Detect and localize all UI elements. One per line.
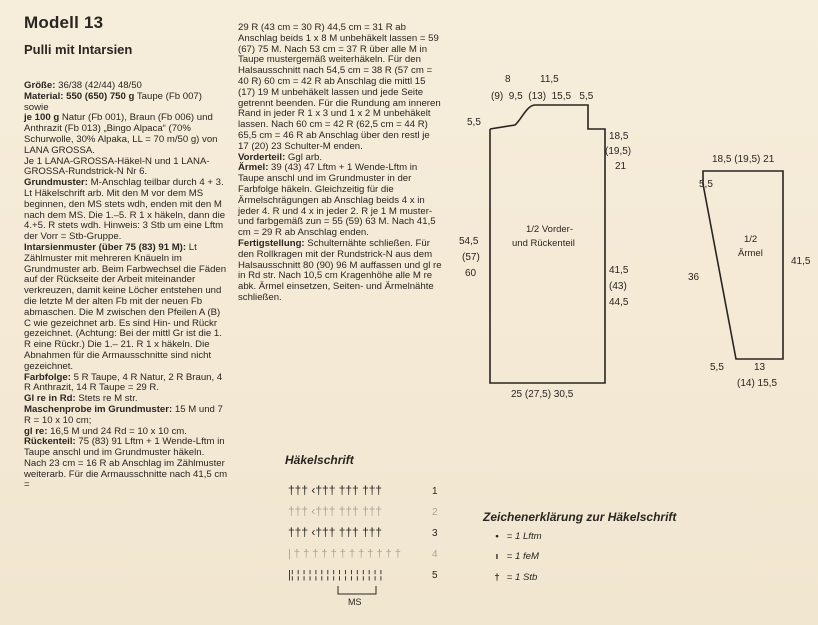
instruction-paragraph	[24, 92, 228, 114]
legend-item-text: = 1 Stb	[506, 572, 538, 583]
paragraph-text: Natur (Fb 001), Braun (Fb 006) und Anthrazit (Fb 013) „Bingo Alpaca“ (70% Schurwolle, 30% Alpaka, LL = 70 m/50 g) von LANA GROSSA.	[24, 112, 218, 156]
paragraph-text: Taupe (Fb 007) sowie	[24, 90, 202, 113]
legend-item-text: = 1 Lftm	[506, 531, 542, 542]
dim-top-a: 8	[505, 74, 511, 85]
page-subtitle: Pulli mit Intarsien	[24, 42, 133, 57]
dim-left-h3: 60	[465, 268, 477, 279]
instruction-paragraph	[24, 113, 228, 156]
paragraph-heading: je 100 g	[24, 112, 60, 124]
paragraph-text: 15 M und 7 R = 10 x 10 cm;	[24, 403, 223, 426]
dim-right-185: 18,5	[609, 131, 629, 142]
paragraph-text: 75 (83) 91 Lftm + 1 Wende-Lftm in Taupe anschl und im Grundmuster häkeln. Nach 23 cm = 16 R ab Anschlag im Zählmuster weiterarb. Für die Armausschnitte nach 41,5 cm =	[24, 436, 228, 491]
paragraph-heading: Fertigstellung:	[238, 237, 305, 249]
paragraph-text: 5 R Taupe, 4 R Natur, 2 R Braun, 4 R Anthrazit, 14 R Taupe = 29 R.	[24, 371, 223, 394]
sleeve-dim-right: 41,5	[791, 256, 811, 267]
instruction-paragraph	[24, 373, 228, 395]
instructions-column-2	[238, 23, 442, 304]
instructions-column-1	[24, 81, 228, 491]
dim-left-h1: 54,5	[459, 236, 479, 247]
paragraph-text: M-Anschlag teilbar durch 4 + 3. Lt Häkelschrift arb. Mit den M vor dem MS beginnen, den MS stets wdh, enden mit den M nach dem MS. Die 1.–5. R 1 x häkeln, dann die 4.+5. R stets wdh. Hinweis: 3 Stb um eine Lftm der Vorr = Stb-Gruppe.	[24, 177, 226, 243]
paragraph-text: Schulternähte schließen. Für den Rollkragen mit der Rundstrick-N aus dem Halsausschnitt 80 (90) 96 M auffassen und gl re in Rd str. Nach 10,5 cm Kragenhöhe alle M re abk. Ärmel einsetzen, Seiten- und Ärmelnähte schließen.	[238, 237, 442, 303]
paragraph-text: Stets re M str.	[75, 393, 138, 405]
legend-item-chain	[490, 531, 542, 542]
chart-title: Häkelschrift	[285, 453, 354, 467]
legend-item-single	[490, 551, 539, 562]
sleeve-dim-top: 18,5 (19,5) 21	[712, 154, 775, 165]
chart-row-number: 3	[432, 528, 438, 539]
dim-right-h3: 44,5	[609, 297, 629, 308]
dim-top-b: 11,5	[540, 74, 559, 85]
sleeve-dim-left-mid: 36	[688, 272, 700, 283]
paragraph-text: 29 R (43 cm = 30 R) 44,5 cm = 31 R ab Anschlag beids 1 x 8 M unbehäkelt lassen = 59 (67) 75 M. Nach 53 cm = 37 R über alle M in Taupe mustergemäß weiterhäkeln. Für den Halsausschnitt nach 54,5 cm = 38 R (57 cm = 40 R) 60 cm = 42 R ab Anschlag die mittl 15 (17) 19 M unbehäkelt lassen und jede Seite getrennt beenden. Für die Rundung am inneren Rand in jeder R 1 x 3 und 1 x 2 M unbehäkelt lassen. Nach 60 cm = 42 R (62,5 cm = 44 R) 65,5 cm = 46 R ab Anschlag über den restl je 17 (20) 23 Schulter-M enden.	[238, 22, 441, 152]
page-title: Modell 13	[24, 13, 104, 32]
single-crochet-icon: ı	[495, 551, 499, 562]
chart-row-stitches: |¦ ¦ ¦ ¦ ¦ ¦ ¦ ¦ ¦ ¦ ¦ ¦ ¦ ¦ ¦ ¦	[288, 569, 383, 581]
paragraph-heading: Vorderteil:	[238, 151, 286, 163]
pattern-repeat-bracket	[338, 586, 376, 594]
paragraph-heading: Farbfolge:	[24, 371, 71, 383]
dim-right-21: 21	[615, 161, 627, 172]
paragraph-text: 39 (43) 47 Lftm + 1 Wende-Lftm in Taupe anschl und im Grundmuster in der Farbfolge häkeln. Gleichzeitig für die Ärmelschrägungen ab Anschlag beids 4 x in jeder 4. R und 4 x in jeder 2. R je 1 M muster- und farbgemäß zun = 55 (59) 63 M. Nach 41,5 cm = 29 R ab Anschlag enden.	[238, 162, 436, 239]
dim-right-h2: (43)	[609, 281, 627, 292]
paragraph-text: Ggl arb.	[285, 151, 323, 163]
chart-row-number: 2	[432, 507, 438, 518]
dim-right-h1: 41,5	[609, 265, 629, 276]
paragraph-text: 36/38 (42/44) 48/50	[55, 80, 142, 91]
instruction-paragraph	[24, 243, 228, 373]
legend-item-text: = 1 feM	[506, 551, 539, 562]
sleeve-schematic	[688, 140, 816, 400]
legend-item-double	[490, 572, 537, 583]
chart-row-stitches: ††† ‹††† ††† †††	[288, 504, 383, 518]
chart-row-stitches: ††† ‹††† ††† †††	[288, 525, 383, 539]
instruction-paragraph	[24, 437, 228, 491]
paragraph-text: Lt Zählmuster mit mehreren Knäueln im Grundmuster arb. Beim Farbwechsel die Fäden auf der Rückseite der Arbeit miteinander verkreuzen, damit keine Löcher entstehen und die letzte M der alten Fb mit der neuen Fb abmaschen. Die M zwischen den Pfeilen A (B) C wie gezeichnet arb. Es sind Hin- und Rückr gezeichnet. (Achtung: Bei der mittl Gr ist die 1. R eine Rückr.) Die 1.– 21. R 1 x häkeln. Die Abnahmen für die Armausschnitte sind nicht gezeichnet.	[24, 241, 227, 372]
sleeve-dim-left-top: 5,5	[699, 179, 713, 190]
body-label-1: 1/2 Vorder-	[526, 224, 573, 235]
sleeve-dim-bottom-b: (14) 15,5	[737, 378, 778, 389]
paragraph-heading: Maschenprobe im Grundmuster:	[24, 403, 173, 415]
chart-row-stitches: ††† ‹††† ††† †††	[288, 483, 383, 497]
sleeve-dim-bottom-a: 13	[754, 362, 766, 373]
dim-right-195: (19,5)	[605, 146, 632, 157]
crochet-chart	[280, 472, 455, 612]
paragraph-heading: Gl re in Rd:	[24, 393, 76, 405]
paragraph-heading: Rückenteil:	[24, 436, 76, 448]
legend-title: Zeichenerklärung zur Häkelschrift	[483, 510, 677, 524]
instruction-paragraph	[238, 239, 442, 304]
dim-bottom: 25 (27,5) 30,5	[511, 389, 574, 400]
body-label-2: und Rückenteil	[512, 238, 575, 249]
dim-top-row: (9) 9,5 (13) 15,5 5,5	[491, 91, 594, 102]
paragraph-heading: Material: 550 (650) 750 g	[24, 90, 135, 102]
pattern-repeat-label: MS	[348, 597, 362, 607]
instruction-paragraph	[238, 163, 442, 239]
chain-stitch-icon: •	[495, 531, 499, 542]
dim-left-h2: (57)	[462, 252, 480, 263]
sleeve-label-1: 1/2	[744, 234, 758, 245]
instruction-paragraph	[24, 157, 228, 179]
paragraph-text: Je 1 LANA-GROSSA-Häkel-N und 1 LANA-GROSSA-Rundstrick-N Nr 6.	[24, 155, 210, 178]
paragraph-heading: Ärmel:	[238, 162, 269, 174]
paragraph-text: 16,5 M und 24 Rd = 10 x 10 cm.	[47, 425, 187, 437]
paragraph-heading: gl re:	[24, 425, 48, 437]
instruction-paragraph	[24, 405, 228, 427]
chart-row-stitches: | † † † † † † † † † † † †	[288, 548, 401, 560]
double-crochet-icon: †	[494, 572, 500, 583]
chart-row-number: 1	[432, 486, 438, 497]
sleeve-outline	[703, 171, 783, 359]
chart-row-number: 4	[432, 549, 438, 560]
body-schematic	[455, 68, 655, 404]
instruction-paragraph	[238, 23, 442, 153]
paragraph-heading: Größe:	[24, 80, 56, 91]
dim-left-55: 5,5	[467, 117, 481, 128]
sleeve-label-2: Ärmel	[738, 248, 763, 259]
sleeve-dim-bottom-left: 5,5	[710, 362, 724, 373]
instruction-paragraph	[24, 178, 228, 243]
paragraph-heading: Grundmuster:	[24, 177, 88, 189]
paragraph-heading: Intarsienmuster (über 75 (83) 91 M):	[24, 241, 187, 253]
chart-row-number: 5	[432, 570, 438, 581]
